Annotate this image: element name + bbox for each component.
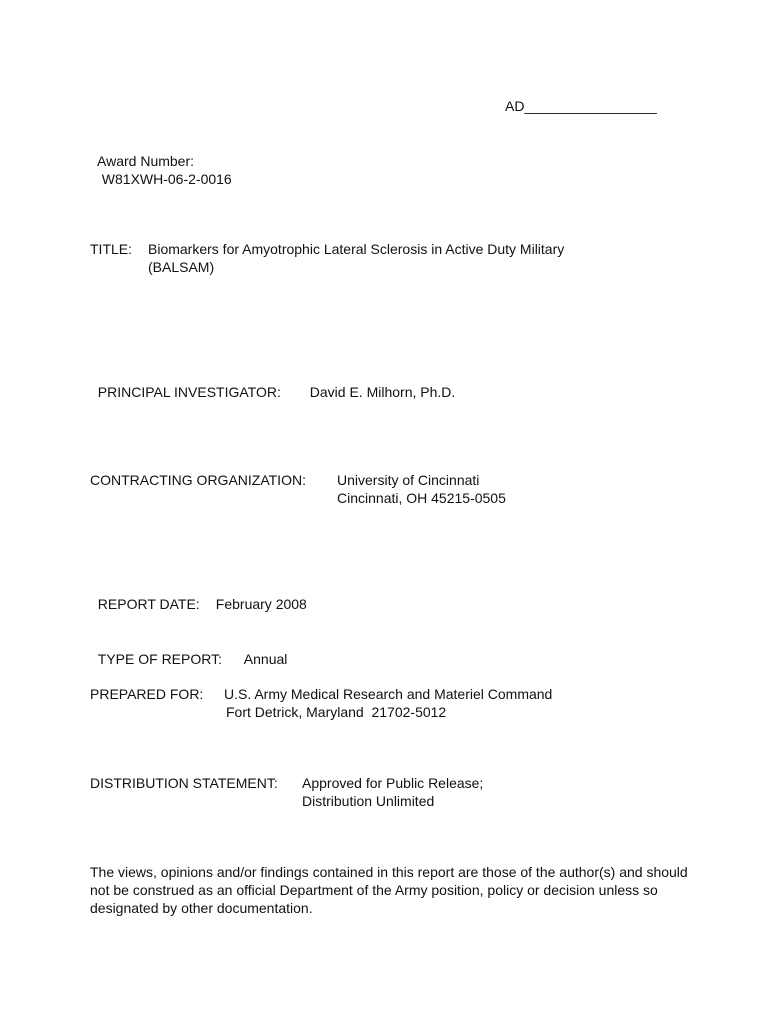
award-number-line xyxy=(90,134,232,188)
disclaimer-paragraph: The views, opinions and/or findings contained in this report are those of the author(s) and should not be construed as an official Department of the Army position, policy or decision unless so designated by other documentation. xyxy=(90,864,688,916)
principal-investigator-label: PRINCIPAL INVESTIGATOR: xyxy=(97,384,281,400)
prepared-for-label: PREPARED FOR: xyxy=(90,686,204,702)
principal-investigator-line xyxy=(90,365,455,401)
contracting-organization-section xyxy=(90,471,506,507)
prepared-for-line-2: Fort Detrick, Maryland 21702-5012 xyxy=(226,704,447,720)
contracting-organization-line-2: Cincinnati, OH 45215-0505 xyxy=(337,490,506,506)
distribution-statement-label: DISTRIBUTION STATEMENT: xyxy=(90,775,278,791)
report-date-value: February 2008 xyxy=(215,596,307,612)
prepared-for-line-1: U.S. Army Medical Research and Materiel Command xyxy=(224,686,553,702)
distribution-statement-section xyxy=(90,774,483,810)
title-section xyxy=(90,240,564,276)
report-type-line xyxy=(90,632,287,668)
report-type-value: Annual xyxy=(243,651,288,667)
award-number-label: Award Number: xyxy=(97,153,195,169)
ad-number-line xyxy=(498,79,657,115)
title-label: TITLE: xyxy=(90,241,133,257)
distribution-statement-line-1: Approved for Public Release; xyxy=(302,775,484,791)
report-date-label: REPORT DATE: xyxy=(97,596,200,612)
title-line-1: Biomarkers for Amyotrophic Lateral Sclerosis in Active Duty Military xyxy=(148,241,565,257)
award-number-value: W81XWH-06-2-0016 xyxy=(101,171,232,187)
distribution-statement-line-2: Distribution Unlimited xyxy=(302,793,435,809)
ad-label: AD xyxy=(505,98,525,114)
principal-investigator-value: David E. Milhorn, Ph.D. xyxy=(309,384,456,400)
contracting-organization-line-1: University of Cincinnati xyxy=(337,472,480,488)
report-type-label: TYPE OF REPORT: xyxy=(97,651,222,667)
ad-blank: _________________ xyxy=(524,98,657,114)
title-line-2: (BALSAM) xyxy=(148,259,215,275)
prepared-for-section xyxy=(90,685,552,721)
contracting-organization-label: CONTRACTING ORGANIZATION: xyxy=(90,472,306,488)
report-date-line xyxy=(90,577,307,613)
